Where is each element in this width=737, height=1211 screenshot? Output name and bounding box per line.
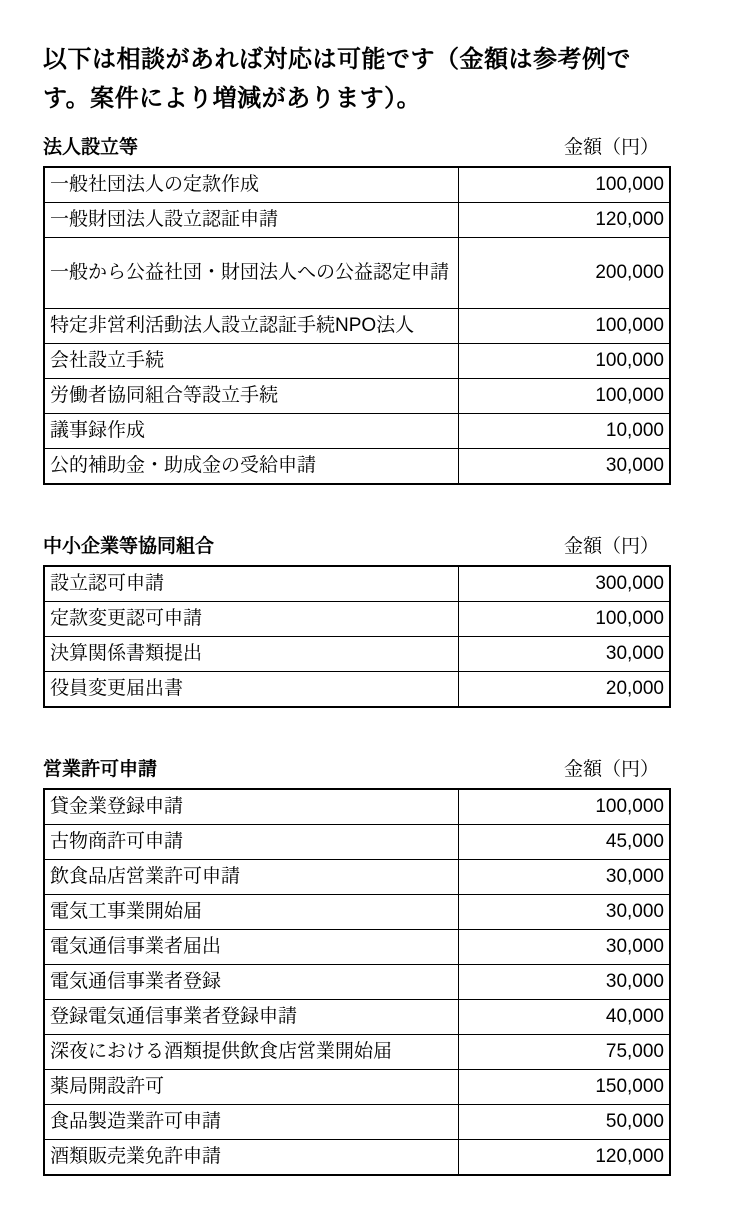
table-row xyxy=(44,637,670,672)
service-label: 飲食品店営業許可申請 xyxy=(44,860,458,895)
service-label: 決算関係書類提出 xyxy=(44,637,458,672)
table-row xyxy=(44,602,670,637)
service-label: 電気通信事業者登録 xyxy=(44,965,458,1000)
amount-header: 金額（円） xyxy=(563,137,659,158)
table-row xyxy=(44,1035,670,1070)
fee-section xyxy=(43,754,737,1176)
amount-value: 200,000 xyxy=(458,238,670,309)
amount-value: 30,000 xyxy=(458,449,670,485)
section-title: 中小企業等協同組合 xyxy=(43,536,215,557)
amount-value: 20,000 xyxy=(458,672,670,708)
service-label: 酒類販売業免許申請 xyxy=(44,1140,458,1176)
fee-table xyxy=(43,565,671,708)
amount-value: 10,000 xyxy=(458,414,670,449)
service-label: 古物商許可申請 xyxy=(44,825,458,860)
amount-value: 100,000 xyxy=(458,309,670,344)
service-label: 一般社団法人の定款作成 xyxy=(44,167,458,203)
amount-value: 100,000 xyxy=(458,789,670,825)
table-row xyxy=(44,1105,670,1140)
fee-table xyxy=(43,166,671,485)
amount-value: 30,000 xyxy=(458,895,670,930)
service-label: 議事録作成 xyxy=(44,414,458,449)
amount-value: 100,000 xyxy=(458,379,670,414)
amount-header: 金額（円） xyxy=(563,536,659,557)
amount-header: 金額（円） xyxy=(563,759,659,780)
amount-value: 150,000 xyxy=(458,1070,670,1105)
amount-value: 100,000 xyxy=(458,344,670,379)
service-label: 特定非営利活動法人設立認証手続NPO法人 xyxy=(44,309,458,344)
table-row xyxy=(44,965,670,1000)
table-row xyxy=(44,449,670,485)
amount-value: 45,000 xyxy=(458,825,670,860)
table-row xyxy=(44,203,670,238)
amount-value: 300,000 xyxy=(458,566,670,602)
fee-table xyxy=(43,788,671,1176)
table-row xyxy=(44,1000,670,1035)
service-label: 会社設立手続 xyxy=(44,344,458,379)
table-row xyxy=(44,1140,670,1176)
table-row xyxy=(44,672,670,708)
table-row xyxy=(44,414,670,449)
amount-value: 120,000 xyxy=(458,1140,670,1176)
amount-value: 75,000 xyxy=(458,1035,670,1070)
table-row xyxy=(44,860,670,895)
table-row xyxy=(44,309,670,344)
service-label: 公的補助金・助成金の受給申請 xyxy=(44,449,458,485)
service-label: 一般財団法人設立認証申請 xyxy=(44,203,458,238)
table-row xyxy=(44,238,670,309)
table-row xyxy=(44,825,670,860)
table-row xyxy=(44,167,670,203)
amount-value: 120,000 xyxy=(458,203,670,238)
service-label: 役員変更届出書 xyxy=(44,672,458,708)
table-row xyxy=(44,789,670,825)
fee-section xyxy=(43,531,737,708)
section-title: 営業許可申請 xyxy=(43,759,158,780)
section-header xyxy=(43,132,669,159)
service-label: 一般から公益社団・財団法人への公益認定申請 xyxy=(44,238,458,309)
service-label: 設立認可申請 xyxy=(44,566,458,602)
service-label: 電気工事業開始届 xyxy=(44,895,458,930)
service-label: 労働者協同組合等設立手続 xyxy=(44,379,458,414)
fee-section xyxy=(43,132,737,485)
service-label: 定款変更認可申請 xyxy=(44,602,458,637)
page-title: 以下は相談があれば対応は可能です（金額は参考例です。案件により増減があります）。 xyxy=(43,46,631,112)
amount-value: 30,000 xyxy=(458,860,670,895)
service-label: 登録電気通信事業者登録申請 xyxy=(44,1000,458,1035)
price-list xyxy=(43,132,737,1176)
service-label: 薬局開設許可 xyxy=(44,1070,458,1105)
table-row xyxy=(44,930,670,965)
service-label: 電気通信事業者届出 xyxy=(44,930,458,965)
amount-value: 40,000 xyxy=(458,1000,670,1035)
table-row xyxy=(44,1070,670,1105)
amount-value: 30,000 xyxy=(458,965,670,1000)
section-header xyxy=(43,754,669,781)
amount-value: 100,000 xyxy=(458,602,670,637)
service-label: 食品製造業許可申請 xyxy=(44,1105,458,1140)
table-row xyxy=(44,566,670,602)
amount-value: 30,000 xyxy=(458,930,670,965)
section-title: 法人設立等 xyxy=(43,137,139,158)
table-row xyxy=(44,379,670,414)
table-row xyxy=(44,344,670,379)
service-label: 貸金業登録申請 xyxy=(44,789,458,825)
amount-value: 50,000 xyxy=(458,1105,670,1140)
amount-value: 30,000 xyxy=(458,637,670,672)
amount-value: 100,000 xyxy=(458,167,670,203)
section-header xyxy=(43,531,669,558)
table-row xyxy=(44,895,670,930)
service-label: 深夜における酒類提供飲食店営業開始届 xyxy=(44,1035,458,1070)
